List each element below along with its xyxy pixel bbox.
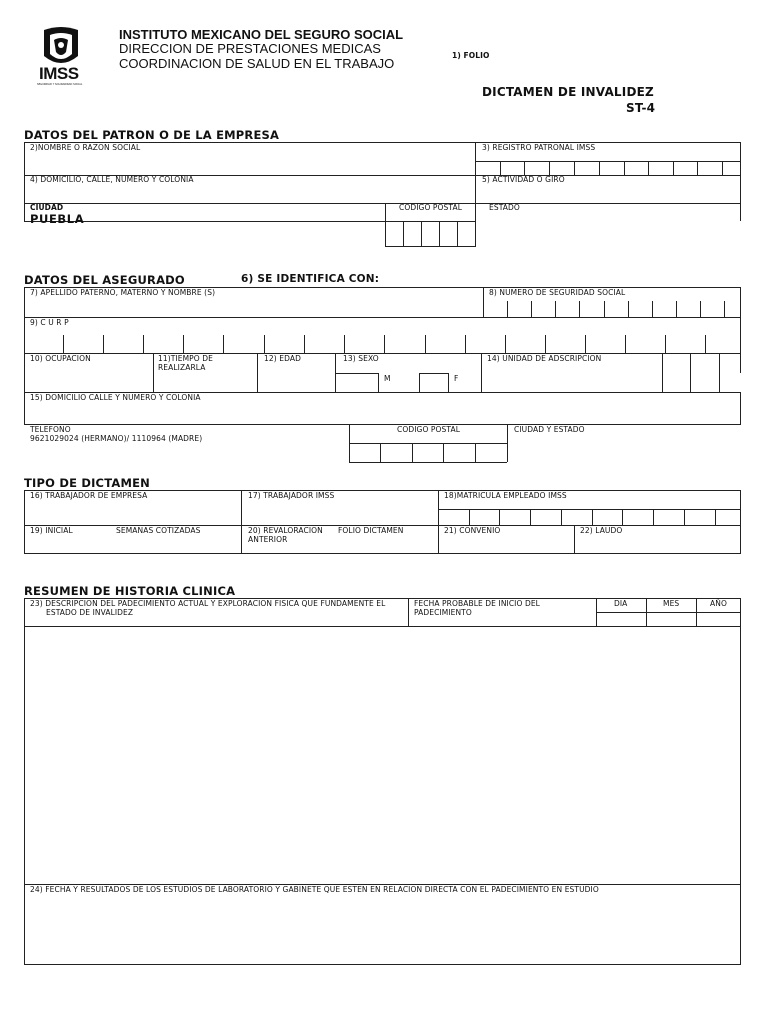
revaloracion-label-line2: ANTERIOR (248, 535, 288, 544)
trab-empresa-label: 16) TRABAJADOR DE EMPRESA (30, 491, 148, 500)
edad-label: 12) EDAD (264, 354, 301, 363)
estudios-textarea[interactable] (25, 895, 740, 963)
folio-dictamen-label: FOLIO DICTAMEN (338, 526, 404, 535)
patron-ciudad-value[interactable]: PUEBLA (30, 212, 85, 226)
revaloracion-label-line1: 20) REVALORACION (248, 526, 323, 535)
folio-label: 1) FOLIO (452, 51, 490, 60)
ciudad-estado-label: CIUDAD Y ESTADO (514, 425, 585, 434)
asegurado-nombre-label: 7) APELLIDO PATERNO, MATERNO Y NOMBRE (S) (30, 288, 216, 297)
dia-field[interactable] (597, 613, 645, 625)
asegurado-domicilio-label: 15) DOMICILIO CALLE Y NUMERO Y COLONIA (30, 393, 201, 402)
matricula-label: 18)MATRICULA EMPLEADO IMSS (444, 491, 567, 500)
fecha-inicio-label-line1: FECHA PROBABLE DE INICIO DEL (414, 599, 540, 608)
descripcion-label-line2: ESTADO DE INVALIDEZ (46, 608, 134, 617)
section-title-patron: DATOS DEL PATRON O DE LA EMPRESA (24, 128, 280, 142)
section-title-dictamen: TIPO DE DICTAMEN (24, 476, 150, 490)
nss-label: 8) NUMERO DE SEGURIDAD SOCIAL (489, 288, 626, 297)
registro-patronal-label: 3) REGISTRO PATRONAL IMSS (482, 143, 596, 152)
patron-domicilio-label: 4) DOMICILIO, CALLE, NUMERO Y COLONIA (30, 175, 194, 184)
identifica-label: 6) SE IDENTIFICA CON: (241, 273, 380, 285)
tiempo-label-line1: 11)TIEMPO DE (158, 354, 213, 363)
patron-ciudad-label: CIUDAD (30, 203, 64, 212)
descripcion-textarea[interactable] (25, 627, 740, 883)
telefono-label: TELEFONO (30, 425, 71, 434)
section-title-historia: RESUMEN DE HISTORIA CLINICA (24, 584, 236, 598)
asegurado-cp-label: CODIGO POSTAL (397, 425, 461, 434)
dia-label: DIA (614, 599, 628, 608)
logo-text: IMSS (39, 64, 79, 83)
curp-label: 9) C U R P (30, 318, 69, 327)
coordinacion-name: COORDINACION DE SALUD EN EL TRABAJO (119, 56, 395, 71)
actividad-label: 5) ACTIVIDAD O GIRO (482, 175, 565, 184)
trab-imss-label: 17) TRABAJADOR IMSS (248, 491, 335, 500)
patron-estado-label: ESTADO (489, 203, 520, 212)
convenio-label: 21) CONVENIO (444, 526, 501, 535)
estudios-label: 24) FECHA Y RESULTADOS DE LOS ESTUDIOS DE LABORATORIO Y GABINETE QUE ESTEN EN RELACION DIRECTA CON EL PADECIMIENTO EN ESTUDIO (30, 885, 599, 894)
registro-patronal-field[interactable] (476, 162, 740, 174)
anio-label: AÑO (710, 599, 727, 608)
mes-label: MES (663, 599, 680, 608)
matricula-field[interactable] (439, 510, 740, 524)
descripcion-label-line1: 23) DESCRIPCION DEL PADECIMIENTO ACTUAL Y EXPLORACION FISICA QUE FUNDAMENTE EL (30, 599, 386, 608)
patron-cp-label: CODIGO POSTAL (399, 203, 463, 212)
tiempo-label-line2: REALIZARLA (158, 363, 206, 372)
laudo-label: 22) LAUDO (580, 526, 623, 535)
sexo-f-label: F (454, 374, 459, 383)
patron-cp-field[interactable] (386, 222, 475, 245)
logo-tagline: SEGURIDAD Y SOLIDARIDAD SOCIAL (37, 83, 83, 86)
fecha-inicio-label-line2: PADECIMIENTO (414, 608, 472, 617)
sexo-label: 13) SEXO (343, 354, 379, 363)
ocupacion-label: 10) OCUPACION (30, 354, 91, 363)
semanas-label: SEMANAS COTIZADAS (116, 526, 201, 535)
nss-field[interactable] (484, 302, 740, 316)
imss-logo (36, 26, 86, 90)
unidad-label: 14) UNIDAD DE ADSCRIPCION (487, 354, 602, 363)
anio-field[interactable] (697, 613, 740, 625)
direccion-name: DIRECCION DE PRESTACIONES MEDICAS (119, 41, 381, 56)
sexo-m-checkbox[interactable] (336, 374, 377, 391)
mes-field[interactable] (647, 613, 695, 625)
inicial-label: 19) INICIAL (30, 526, 73, 535)
curp-field[interactable] (25, 336, 740, 352)
section-title-asegurado: DATOS DEL ASEGURADO (24, 273, 185, 287)
sexo-m-label: M (384, 374, 391, 383)
document-title: DICTAMEN DE INVALIDEZ (482, 85, 654, 99)
asegurado-cp-field[interactable] (350, 444, 506, 461)
sexo-f-checkbox[interactable] (420, 374, 447, 391)
institute-name: INSTITUTO MEXICANO DEL SEGURO SOCIAL (119, 27, 404, 42)
patron-nombre-label: 2)NOMBRE O RAZON SOCIAL (30, 143, 141, 152)
telefono-value[interactable]: 9621029024 (HERMANO)/ 1110964 (MADRE) (30, 434, 203, 443)
document-code: ST-4 (626, 101, 656, 115)
